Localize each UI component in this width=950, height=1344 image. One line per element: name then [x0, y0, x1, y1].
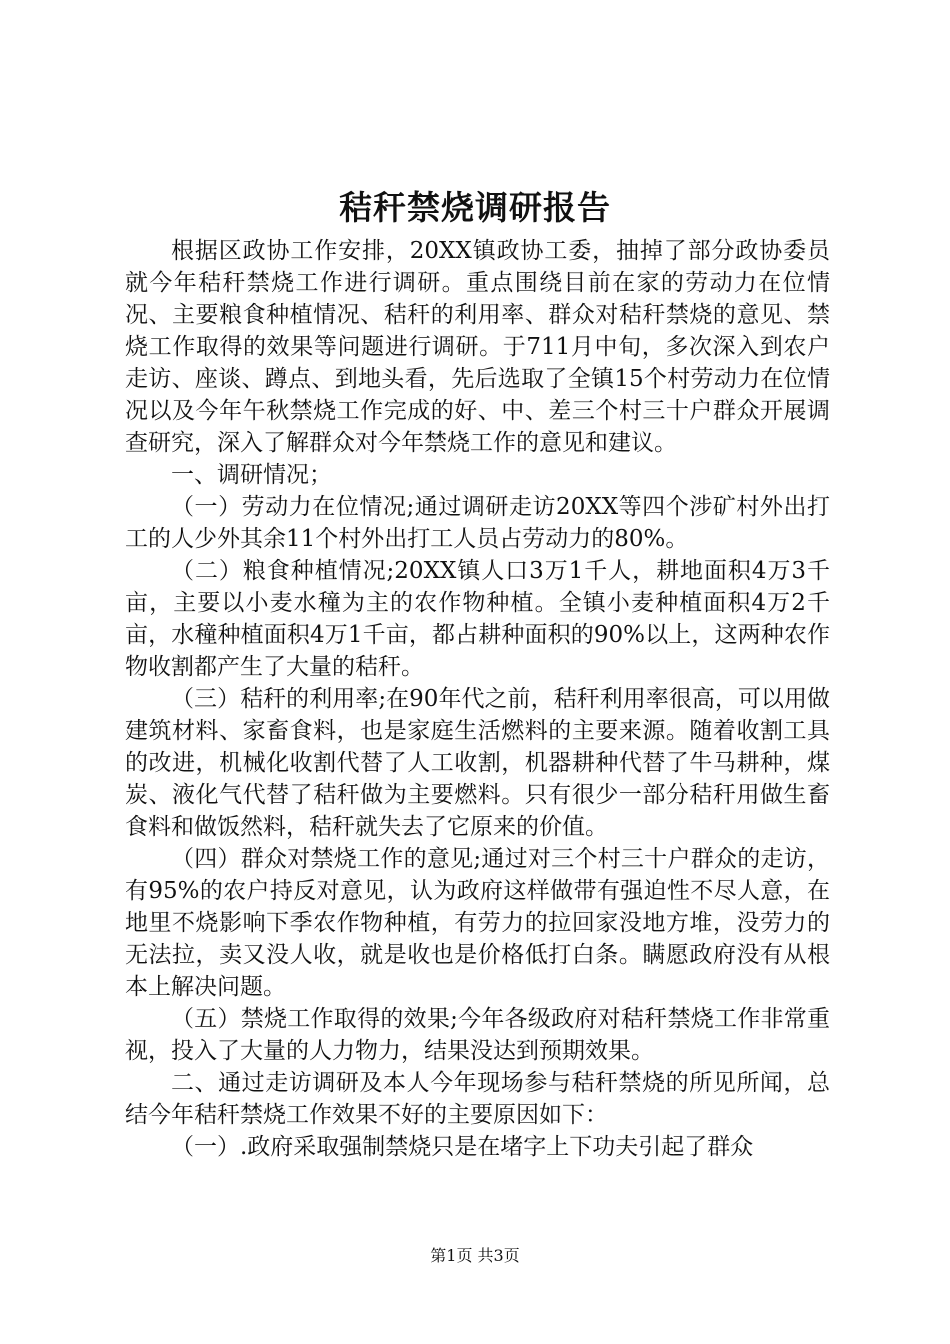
page-footer: 第1页 共3页: [430, 1246, 520, 1265]
document-body: [125, 235, 830, 1163]
paragraph-reason-1: （一）.政府采取强制禁烧只是在堵字上下功夫引起了群众: [171, 1134, 754, 1160]
paragraph-grain: （二）粮食种植情况;20XX镇人口3万1千人，耕地面积4万3千亩，主要以小麦水穜为主的农作物种植。全镇小麦种植面积4万2千亩，水穜种植面积4万1千亩，都占耕种面积的90%以上，这两种农作物收割都产生了大量的秸秆。: [125, 558, 831, 680]
paragraph-opinions: （四）群众对禁烧工作的意见;通过对三个村三十户群众的走访，有95%的农户持反对意见，认为政府这样做带有强迫性不尽人意，在地里不烧影响下季农作物种植，有劳力的拉回家没地方堆，没劳力的无法拉，卖又没人收，就是收也是价格低打白条。瞒愿政府没有从根本上解决问题。: [125, 846, 830, 1000]
paragraph-utilization: （三）秸秆的利用率;在90年代之前，秸秆利用率很高，可以用做建筑材料、家畜食料，也是家庭生活燃料的主要来源。随着收割工具的改进，机械化收割代替了人工收割，机器耕种代替了牛马耕种，煤炭、液化气代替了秸秆做为主要燃料。只有很少一部分秸秆用做生畜食料和做饭然料，秸秆就失去了它原来的价值。: [125, 686, 830, 840]
document-title: 秸秆禁烧调研报告: [339, 188, 611, 227]
paragraph-effects: （五）禁烧工作取得的效果;今年各级政府对秸秆禁烧工作非常重视，投入了大量的人力物力，结果没达到预期效果。: [125, 1006, 830, 1064]
paragraph-intro: 根据区政协工作安排，20XX镇政协工委，抽掉了部分政协委员就今年秸秆禁烧工作进行调研。重点围绕目前在家的劳动力在位情况、主要粮食种植情况、秸秆的利用率、群众对秸秆禁烧的意见、禁烧工作取得的效果等问题进行调研。于711月中旬，多次深入到农户走访、座谈、蹲点、到地头看，先后选取了全镇15个村劳动力在位情况以及今年午秋禁烧工作完成的好、中、差三个村三十户群众开展调查研究，深入了解群众对今年禁烧工作的意见和建议。: [125, 238, 830, 456]
paragraph-labor: （一）劳动力在位情况;通过调研走访20XX等四个涉矿村外出打工的人少外其余11个村外出打工人员占劳动力的80%。: [125, 494, 830, 552]
section-heading-1: 一、调研情况；: [171, 462, 332, 488]
section-heading-2: 二、通过走访调研及本人今年现场参与秸秆禁烧的所见所闻，总结今年秸秆禁烧工作效果不好的主要原因如下：: [125, 1070, 830, 1128]
